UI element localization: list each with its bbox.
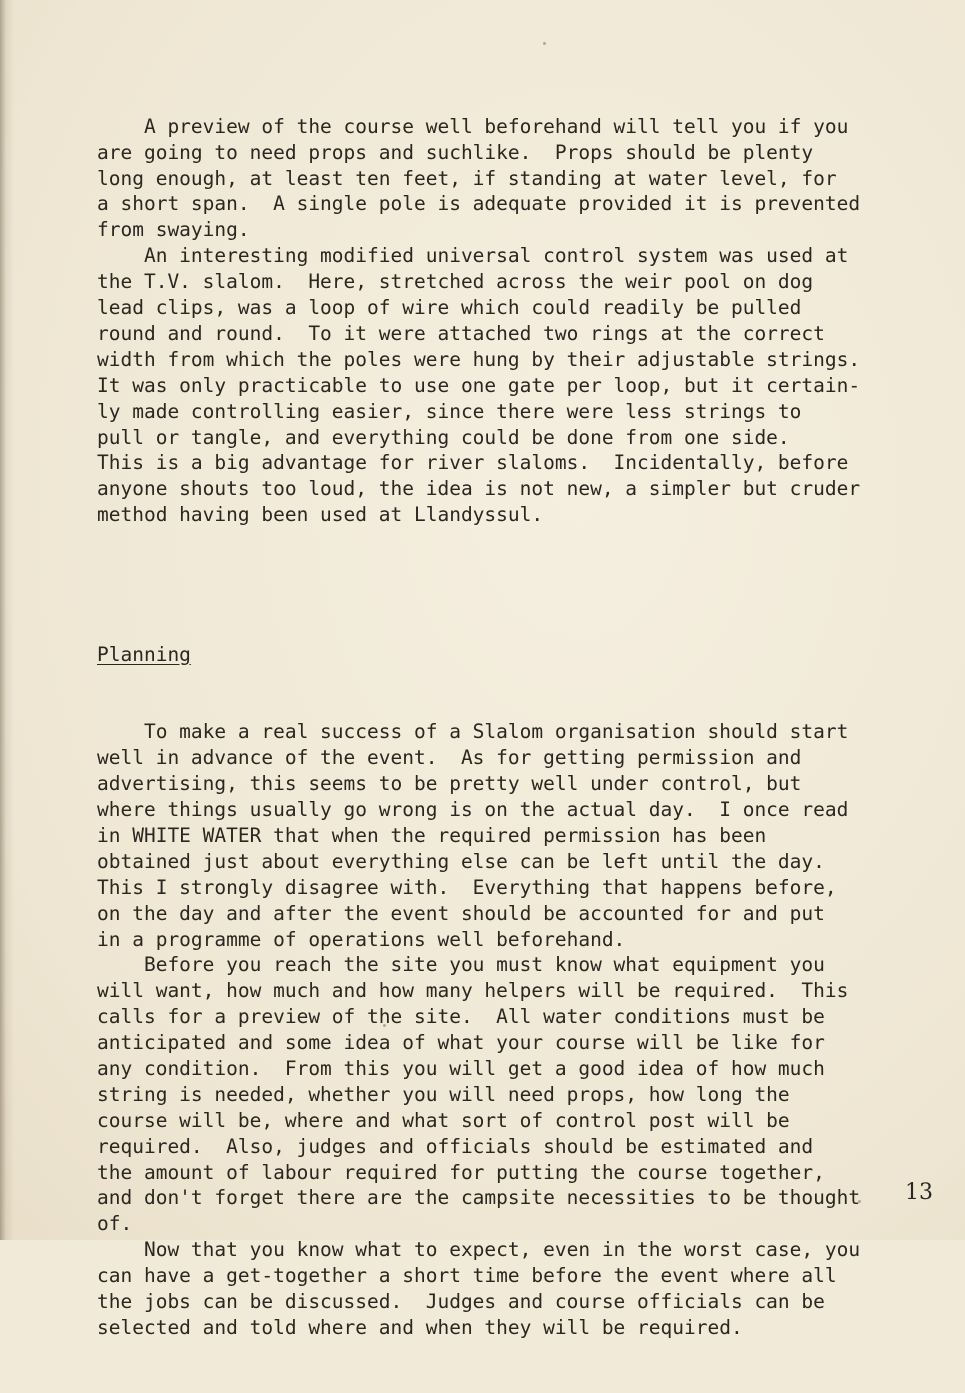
text-line: pull or tangle, and everything could be done from one side. bbox=[97, 425, 790, 449]
text-line: will want, how much and how many helpers will be required. This bbox=[97, 979, 849, 1003]
text-line: are going to need props and suchlike. Props should be plenty bbox=[97, 140, 814, 164]
section-heading-line bbox=[97, 642, 953, 668]
paragraphs-bottom bbox=[97, 719, 953, 1340]
text-line: ly made controlling easier, since there were less strings to bbox=[97, 399, 802, 423]
text-line: from swaying. bbox=[97, 218, 250, 242]
text-line: round and round. To it were attached two rings at the correct bbox=[97, 321, 825, 345]
text-line: the jobs can be discussed. Judges and course officials can be bbox=[97, 1289, 825, 1313]
text-line: width from which the poles were hung by their adjustable strings. bbox=[97, 347, 861, 371]
text-line: A preview of the course well beforehand will tell you if you bbox=[97, 114, 849, 138]
text-line: in a programme of operations well beforehand. bbox=[97, 927, 626, 951]
paper-speck bbox=[858, 1200, 861, 1203]
text-line: selected and told where and when they will be required. bbox=[97, 1315, 743, 1339]
text-line: where things usually go wrong is on the actual day. I once read bbox=[97, 798, 849, 822]
text-line: calls for a preview of the site. All water conditions must be bbox=[97, 1005, 825, 1029]
text-line: required. Also, judges and officials should be estimated and bbox=[97, 1134, 814, 1158]
text-line: in WHITE WATER that when the required permission has been bbox=[97, 823, 767, 847]
text-line: the T.V. slalom. Here, stretched across the weir pool on dog bbox=[97, 270, 814, 294]
text-line: of. bbox=[97, 1212, 133, 1236]
paper-speck bbox=[543, 42, 546, 45]
page-number: 13 bbox=[905, 1180, 933, 1205]
spacer bbox=[97, 580, 953, 590]
text-line: well in advance of the event. As for getting permission and bbox=[97, 746, 802, 770]
text-line: Now that you know what to expect, even in the worst case, you bbox=[97, 1238, 861, 1262]
text-line: any condition. From this you will get a good idea of how much bbox=[97, 1056, 825, 1080]
section-heading: Planning bbox=[97, 642, 191, 666]
paragraphs-top bbox=[97, 114, 953, 528]
text-line: This I strongly disagree with. Everything that happens before, bbox=[97, 875, 837, 899]
text-line: string is needed, whether you will need props, how long the bbox=[97, 1082, 790, 1106]
text-line: lead clips, was a loop of wire which could readily be pulled bbox=[97, 296, 802, 320]
text-line: a short span. A single pole is adequate provided it is prevented bbox=[97, 192, 861, 216]
text-line: long enough, at least ten feet, if standing at water level, for bbox=[97, 166, 837, 190]
text-line: anyone shouts too loud, the idea is not new, a simpler but cruder bbox=[97, 477, 861, 501]
text-line: anticipated and some idea of what your course will be like for bbox=[97, 1031, 825, 1055]
paper-speck bbox=[383, 1024, 386, 1027]
text-line: method having been used at Llandyssul. bbox=[97, 503, 544, 527]
text-line: the amount of labour required for putting the course together, bbox=[97, 1160, 825, 1184]
text-line: It was only practicable to use one gate per loop, but it certain- bbox=[97, 373, 861, 397]
text-line: This is a big advantage for river slaloms. Incidentally, before bbox=[97, 451, 849, 475]
text-line: on the day and after the event should be accounted for and put bbox=[97, 901, 825, 925]
body-text bbox=[97, 62, 953, 1393]
text-line: Before you reach the site you must know what equipment you bbox=[97, 953, 825, 977]
text-line: To make a real success of a Slalom organisation should start bbox=[97, 720, 849, 744]
text-line: can have a get-together a short time before the event where all bbox=[97, 1264, 837, 1288]
text-line: course will be, where and what sort of control post will be bbox=[97, 1108, 790, 1132]
text-line: and don't forget there are the campsite necessities to be thought bbox=[97, 1186, 861, 1210]
text-line: advertising, this seems to be pretty well under control, but bbox=[97, 772, 802, 796]
text-line: obtained just about everything else can be left until the day. bbox=[97, 849, 825, 873]
text-line: An interesting modified universal control system was used at bbox=[97, 244, 849, 268]
